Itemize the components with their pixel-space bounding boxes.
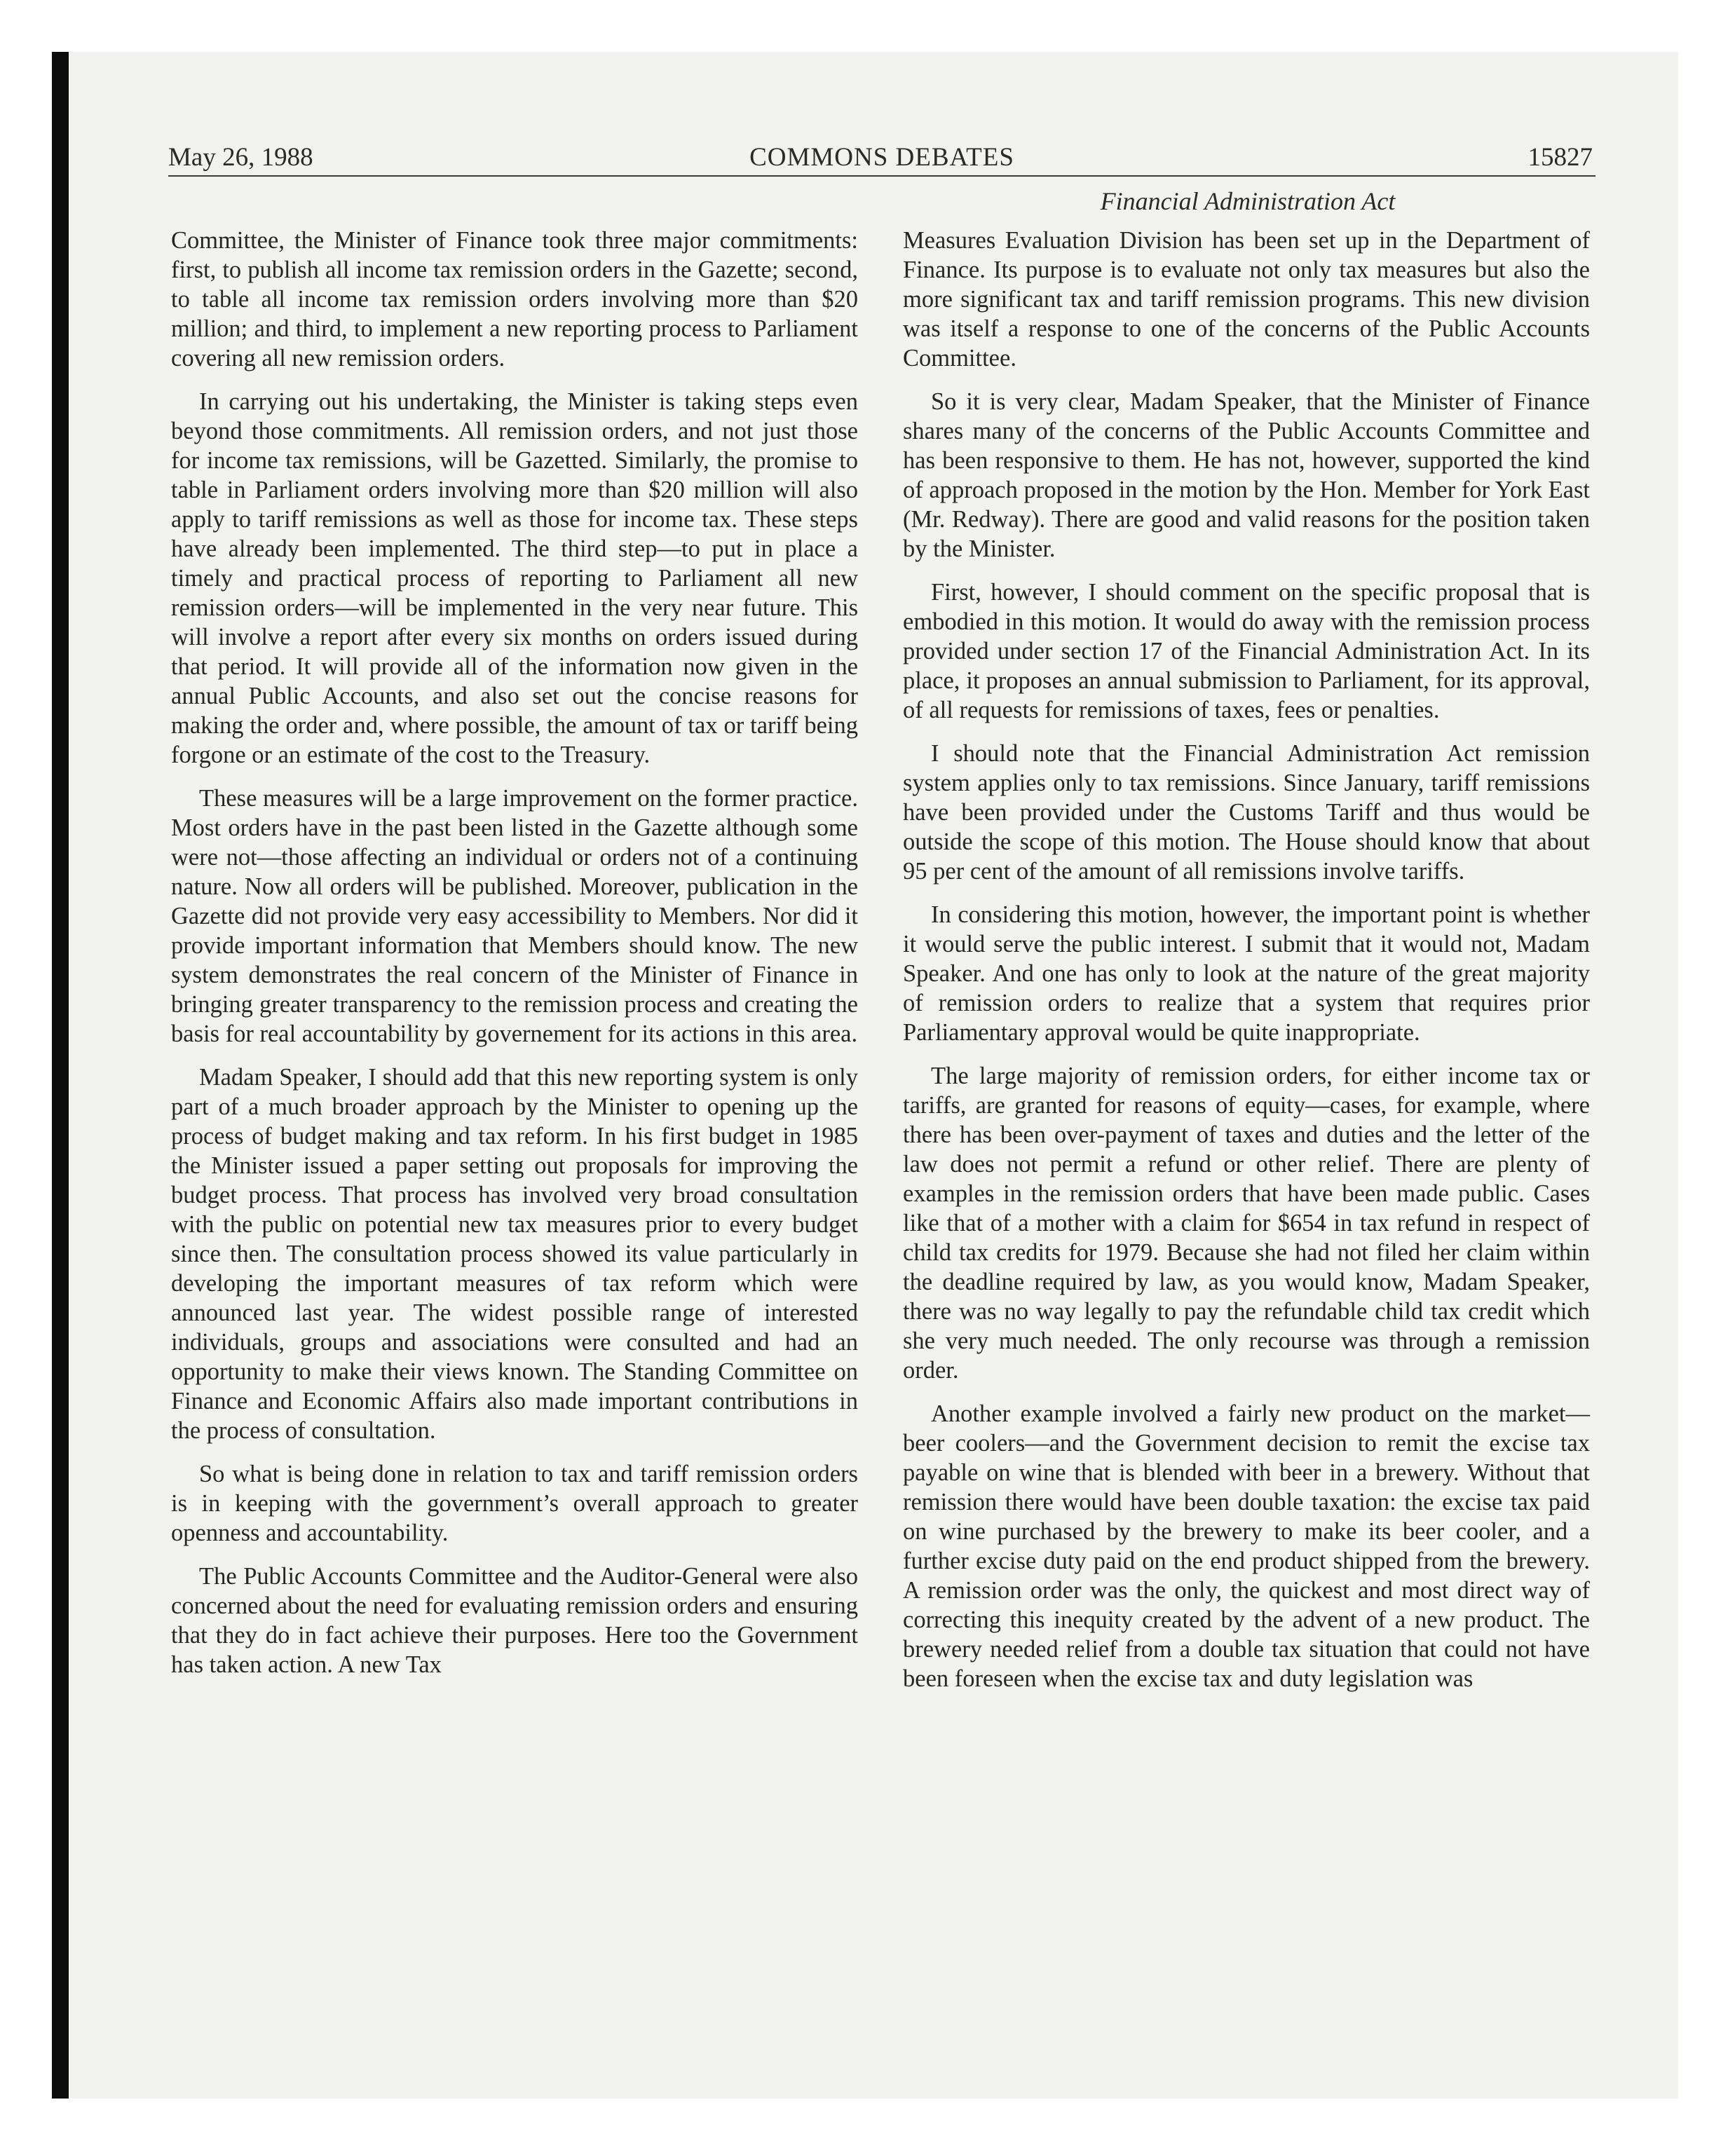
- paragraph: In carrying out his undertaking, the Minister is taking steps even beyond those commitments. All remission orders, and not just those for income tax remissions, will be Gazetted. Similarly, the promise to table in Parliament orders involving more than $20 million will also apply to tariff remissions as well as those for income tax. These steps have already been implemented. The third step—to put in place a timely and practical process of reporting to Parliament all new remission orders—will be implemented in the very near future. This will involve a report after every six months on orders issued during that period. It will provide all of the information now given in the annual Public Accounts, and also set out the concise reasons for making the order and, where possible, the amount of tax or tariff being forgone or an estimate of the cost to the Treasury.: [171, 388, 858, 768]
- paragraph: Committee, the Minister of Finance took three major commitments: first, to publish all income tax remission orders in the Gazette; second, to table all income tax remission orders involving more than $20 million; and third, to implement a new reporting process to Parliament covering all new remission orders.: [171, 227, 858, 371]
- paragraph: In considering this motion, however, the important point is whether it would serve the public interest. I submit that it would not, Madam Speaker. And one has only to look at the nature of the great majority of remission orders to realize that a system that requires prior Parliamentary approval would be quite inappropriate.: [903, 901, 1590, 1046]
- left-column: [171, 226, 858, 1693]
- header-publication: COMMONS DEBATES: [749, 143, 1014, 172]
- paragraph: So it is very clear, Madam Speaker, that the Minister of Finance shares many of the concerns of the Public Accounts Committee and has been responsive to them. He has not, however, supported the kind of approach proposed in the motion by the Hon. Member for York East (Mr. Redway). There are good and valid reasons for the position taken by the Minister.: [903, 388, 1590, 562]
- paragraph: Another example involved a fairly new product on the market—beer coolers—and the Government decision to remit the excise tax payable on wine that is blended with beer in a brewery. Without that remission there would have been double taxation: the excise tax paid on wine purchased by the brewery to make its beer cooler, and a further excise duty paid on the end product shipped from the brewery. A remission order was the only, the quickest and most direct way of correcting this inequity created by the advent of a new product. The brewery needed relief from a double tax situation that could not have been foreseen when the excise tax and duty legislation was: [903, 1400, 1590, 1692]
- scanned-page: [52, 52, 1678, 2099]
- paragraph: The large majority of remission orders, for either income tax or tariffs, are granted for reasons of equity—cases, for example, where there has been over-payment of taxes and duties and the letter of the law does not permit a refund or other relief. There are plenty of examples in the remission orders that have been made public. Cases like that of a mother with a claim for $654 in tax refund in respect of child tax credits for 1979. Because she had not filed her claim within the deadline required by law, as you would know, Madam Speaker, there was no way legally to pay the refundable child tax credit which she very much needed. The only recourse was through a remission order.: [903, 1063, 1590, 1384]
- page-header: [168, 142, 1595, 177]
- paragraph: I should note that the Financial Administration Act remission system applies only to tax remissions. Since January, tariff remissions have been provided under the Customs Tariff and thus would be outside the scope of this motion. The House should know that about 95 per cent of the amount of all remissions involve tariffs.: [903, 740, 1590, 885]
- right-column: [903, 226, 1590, 1707]
- paragraph: These measures will be a large improvement on the former practice. Most orders have in the past been listed in the Gazette although some were not—those affecting an individual or orders not of a continuing nature. Now all orders will be published. Moreover, publication in the Gazette did not provide very easy accessibility to Members. Nor did it provide important information that Members should know. The new system demonstrates the real concern of the Minister of Finance in bringing greater transparency to the remission process and creating the basis for real accountability by governement for its actions in this area.: [171, 785, 858, 1047]
- paragraph: Madam Speaker, I should add that this new reporting system is only part of a much broader approach by the Minister to opening up the process of budget making and tax reform. In his first budget in 1985 the Minister issued a paper setting out proposals for improving the budget process. That process has involved very broad consultation with the public on potential new tax measures prior to every budget since then. The consultation process showed its value particularly in developing the important measures of tax reform which were announced last year. The widest possible range of interested individuals, groups and associations were consulted and had an opportunity to make their views known. The Standing Committee on Finance and Economic Affairs also made important contributions in the process of consultation.: [171, 1064, 858, 1444]
- paragraph: Measures Evaluation Division has been set up in the Department of Finance. Its purpose is to evaluate not only tax measures but also the more significant tax and tariff remission programs. This new division was itself a response to one of the concerns of the Public Accounts Committee.: [903, 227, 1590, 371]
- paragraph: First, however, I should comment on the specific proposal that is embodied in this motion. It would do away with the remission process provided under section 17 of the Financial Administration Act. In its place, it proposes an annual submission to Parliament, for its approval, of all requests for remissions of taxes, fees or penalties.: [903, 579, 1590, 723]
- header-page-number: 15827: [1528, 143, 1593, 172]
- paragraph: The Public Accounts Committee and the Auditor-General were also concerned about the need for evaluating remission orders and ensuring that they do in fact achieve their purposes. Here too the Government has taken action. A new Tax: [171, 1563, 858, 1678]
- paragraph: So what is being done in relation to tax and tariff remission orders is in keeping with the government’s overall approach to greater openness and accountability.: [171, 1461, 858, 1546]
- section-title: Financial Administration Act: [1100, 187, 1396, 215]
- scan-edge-shadow: [52, 52, 69, 2099]
- header-date: May 26, 1988: [168, 143, 313, 172]
